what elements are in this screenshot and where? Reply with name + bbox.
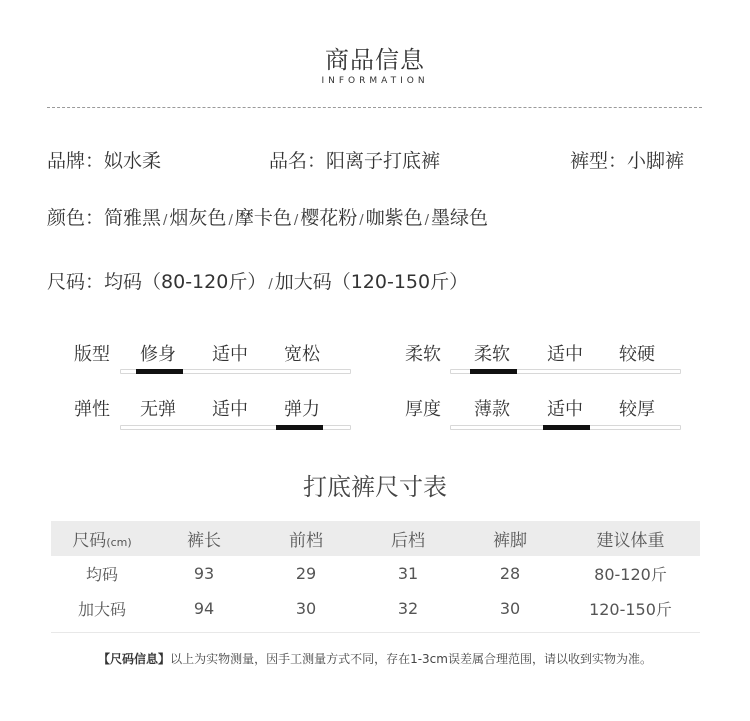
color-option: 墨绿色 (431, 207, 489, 229)
size-label: 尺码： (47, 271, 105, 293)
table-bottom-border (51, 632, 700, 633)
table-cell: 120-150斤 (589, 600, 672, 619)
elasticity-scale-track (120, 425, 351, 430)
table-row (51, 591, 700, 626)
fit-option: 修身 (140, 344, 176, 365)
thickness-scale-marker (543, 425, 590, 430)
size-chart-table (51, 521, 700, 626)
elasticity-option: 弹力 (284, 399, 320, 420)
size-option: 加大码（120-150斤） (274, 271, 469, 293)
softness-label: 柔软 (405, 344, 441, 365)
table-cell: 均码 (85, 565, 118, 584)
softness-scale-track (450, 369, 681, 374)
fit-option: 宽松 (284, 344, 320, 365)
separator: / (268, 277, 273, 292)
fit-option: 适中 (212, 344, 248, 365)
table-cell: 28 (499, 564, 521, 583)
color-option: 樱花粉 (300, 207, 358, 229)
brand-label: 品牌： (47, 150, 105, 172)
size-note-text: 以上为实物测量，因手工测量方式不同，存在1-3cm误差属合理范围，请以收到实物为准。 (170, 652, 652, 666)
color-label: 颜色： (47, 207, 105, 229)
thickness-label: 厚度 (405, 399, 441, 420)
header-hem: 裤脚 (459, 521, 561, 556)
separator: / (359, 213, 364, 228)
separator: / (424, 213, 430, 228)
table-cell: 29 (295, 564, 317, 583)
elasticity-scale-marker (276, 425, 323, 430)
color-option: 摩卡色 (234, 207, 292, 229)
table-cell: 80-120斤 (594, 565, 667, 584)
size-chart-title: 打底裤尺寸表 (303, 473, 447, 501)
header-size-unit: (cm) (106, 536, 132, 549)
header-back-rise: 后档 (357, 521, 459, 556)
color-option: 咖紫色 (365, 207, 423, 229)
brand-info (47, 146, 161, 173)
elasticity-label: 弹性 (74, 399, 110, 420)
size-note (0, 650, 750, 667)
fit-label: 版型 (74, 344, 110, 365)
product-name-value: 阳离子打底裤 (326, 150, 441, 172)
product-name-label: 品名： (269, 150, 327, 172)
separator: / (293, 213, 299, 228)
table-cell: 31 (397, 564, 419, 583)
table-cell: 30 (295, 599, 317, 618)
fit-scale-marker (136, 369, 183, 374)
size-note-label: 【尺码信息】 (98, 652, 171, 666)
table-cell: 94 (193, 599, 215, 618)
thickness-scale-track (450, 425, 681, 430)
thickness-option: 适中 (547, 399, 583, 420)
fit-scale-track (120, 369, 351, 374)
separator: / (163, 213, 168, 228)
softness-option: 较硬 (619, 344, 655, 365)
page-title: 商品信息 (325, 46, 425, 74)
table-header-row (51, 521, 700, 556)
size-info (47, 267, 468, 294)
brand-value: 姒水柔 (104, 150, 162, 172)
softness-option: 适中 (547, 344, 583, 365)
header-size: 尺码(cm) (51, 521, 153, 556)
thickness-option: 薄款 (474, 399, 510, 420)
elasticity-option: 适中 (212, 399, 248, 420)
header-front-rise: 前档 (255, 521, 357, 556)
table-row (51, 556, 700, 591)
header-divider (47, 107, 702, 108)
separator: / (228, 213, 233, 228)
color-option: 烟灰色 (169, 207, 227, 229)
header-weight: 建议体重 (561, 521, 700, 556)
thickness-option: 较厚 (619, 399, 655, 420)
product-name-info (269, 146, 440, 173)
pants-type-value: 小脚裤 (627, 150, 685, 172)
table-cell: 93 (193, 564, 215, 583)
softness-option: 柔软 (474, 344, 510, 365)
color-info (47, 203, 488, 230)
softness-scale-marker (470, 369, 517, 374)
color-option: 简雅黑 (104, 207, 162, 229)
page-subtitle: INFORMATION (321, 76, 429, 86)
table-cell: 32 (397, 599, 419, 618)
header-length: 裤长 (153, 521, 255, 556)
table-cell: 30 (499, 599, 521, 618)
table-cell: 加大码 (77, 600, 126, 619)
size-option: 均码（80-120斤） (104, 271, 267, 293)
pants-type-label: 裤型： (570, 150, 628, 172)
pants-type-info (570, 146, 684, 173)
elasticity-option: 无弹 (140, 399, 176, 420)
